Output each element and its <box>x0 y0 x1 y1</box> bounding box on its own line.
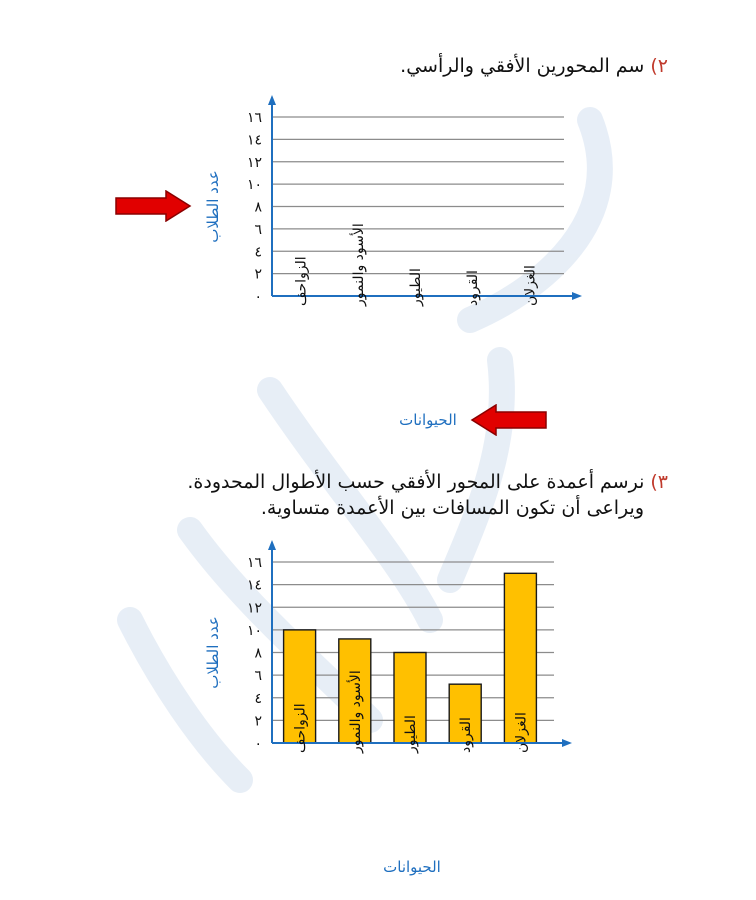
y-tick-label: ٢ <box>254 713 262 730</box>
x-axis-label: الحيوانات <box>399 411 457 429</box>
y-tick-label: ٨ <box>254 199 262 216</box>
y-axis-label: عدد الطلاب <box>204 616 222 689</box>
y-tick-label: ١٦ <box>246 110 262 126</box>
x-tick-label: الطيور <box>408 268 424 306</box>
y-tick-label: ٦ <box>254 221 262 238</box>
y-axis-label: عدد الطلاب <box>204 170 222 243</box>
x-tick-label: القرود <box>465 270 482 306</box>
y-tick-label: ١٢ <box>246 600 262 617</box>
x-tick-label: الطيور <box>403 715 419 753</box>
x-tick-label: الزواحف <box>292 703 309 753</box>
y-tick-label: ١٦ <box>246 555 262 571</box>
x-tick-label: الأسود والنمور <box>350 223 367 306</box>
y-tick-label: ١٠ <box>246 177 262 194</box>
step-2-number: ٢) <box>650 55 668 77</box>
step-3-line-2: ويراعى أن تكون المسافات بين الأعمدة متساوية. <box>260 497 644 519</box>
y-tick-label: ٤ <box>254 244 262 261</box>
step-2-text: سم المحورين الأفقي والرأسي. <box>400 55 645 77</box>
x-axis-label: الحيوانات <box>383 858 441 876</box>
y-tick-label: ٤ <box>254 690 262 707</box>
y-tick-label: ١٢ <box>246 154 262 171</box>
x-tick-label: الغزلان <box>513 712 530 753</box>
y-tick-label: ٨ <box>254 645 262 662</box>
step-3-number: ٣) <box>650 471 668 493</box>
x-tick-label: الغزلان <box>522 265 539 306</box>
y-tick-label: ٢ <box>254 266 262 283</box>
y-tick-label: ٠ <box>254 736 262 752</box>
x-tick-label: القرود <box>458 717 475 753</box>
y-tick-label: ١٤ <box>246 132 262 149</box>
x-tick-label: الأسود والنمور <box>347 670 364 753</box>
y-tick-label: ٦ <box>254 668 262 685</box>
y-tick-label: ٠ <box>254 289 262 305</box>
y-axis-arrowhead <box>268 540 276 550</box>
y-tick-label: ١٤ <box>246 577 262 594</box>
x-axis-arrowhead <box>562 739 572 747</box>
x-tick-label: الزواحف <box>293 256 310 306</box>
y-tick-label: ١٠ <box>246 622 262 639</box>
step-3-line-1: نرسم أعمدة على المحور الأفقي حسب الأطوال المحدودة. <box>187 471 645 493</box>
